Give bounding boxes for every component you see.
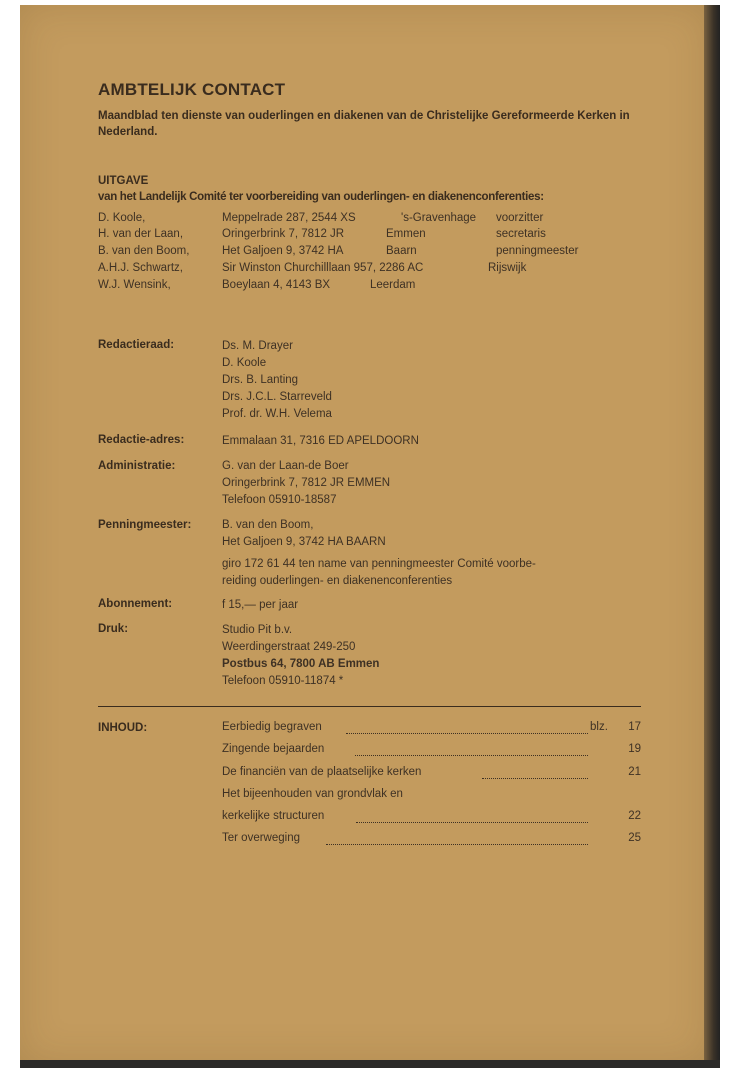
member-city: Emmen [386,228,426,240]
druk-line: Studio Pit b.v. [222,624,293,636]
toc-page-number: 22 [628,810,641,822]
member-name: W.J. Wensink, [98,279,171,291]
member-role: penningmeester [496,245,579,257]
magazine-subtitle: Maandblad ten dienste van ouderlingen en diakenen van de Christelijke Gereformeerde Kerken in Nederland. [98,110,630,138]
giro-line: giro 172 61 44 ten name van penningmeester Comité voorbe- [222,558,536,570]
toc-page-number: 21 [628,766,641,778]
toc-blz-label: blz. [590,721,608,733]
member-city: Rijswijk [488,262,527,274]
redactieraad-list [222,338,332,423]
penningmeester-line: B. van den Boom, [222,519,314,531]
member-address: Meppelrade 287, 2544 XS [222,212,356,224]
member-name: H. van der Laan, [98,228,184,240]
administratie-line: Telefoon 05910-18587 [222,494,337,506]
abonnement-label: Abonnement: [98,598,173,610]
uitgave-heading: UITGAVE [98,175,149,187]
abonnement-value: f 15,— per jaar [222,599,299,611]
page-edge-shadow [704,5,720,1063]
toc-entry-title: Zingende bejaarden [222,743,325,755]
toc-leader-dots [326,844,588,845]
member-city: Baarn [386,245,417,257]
redactie-adres-value: Emmalaan 31, 7316 ED APELDOORN [222,435,419,447]
member-address: Boeylaan 4, 4143 BX [222,279,331,291]
toc-entry-title: De financiën van de plaatselijke kerken [222,766,422,778]
page-bottom-edge [20,1060,720,1068]
toc-page-number: 19 [628,743,641,755]
inhoud-label: INHOUD: [98,722,148,734]
administratie-line: G. van der Laan-de Boer [222,460,349,472]
druk-line: Weerdingerstraat 249-250 [222,641,356,653]
toc-entry-title: kerkelijke structuren [222,810,325,822]
toc-entry-title: Ter overweging [222,832,300,844]
member-role: secretaris [496,228,546,240]
member-name: D. Koole, [98,212,146,224]
druk-postbus: Postbus 64, 7800 AB Emmen [222,658,380,670]
redactieraad-member: Drs. B. Lanting [222,374,299,386]
administratie-block [222,458,390,509]
redactieraad-label: Redactieraad: [98,339,175,351]
toc-leader-dots [355,755,588,756]
member-name: A.H.J. Schwartz, [98,262,183,274]
member-city: 's-Gravenhage [401,212,477,224]
member-role: voorzitter [496,212,544,224]
toc-page-number: 25 [628,832,641,844]
toc-leader-dots [346,733,588,734]
toc-page-number: 17 [628,721,641,733]
magazine-title: AMBTELIJK CONTACT [98,80,286,99]
giro-line: reiding ouderlingen- en diakenenconferenties [222,575,453,587]
toc-leader-dots [356,822,588,823]
redactieraad-member: Ds. M. Drayer [222,340,293,352]
member-name: B. van den Boom, [98,245,190,257]
administratie-label: Administratie: [98,460,176,472]
redactieraad-member: Drs. J.C.L. Starreveld [222,391,332,403]
divider-rule [98,706,641,707]
toc-entry-title: Eerbiedig begraven [222,721,322,733]
administratie-line: Oringerbrink 7, 7812 JR EMMEN [222,477,391,489]
toc-leader-dots [482,778,588,779]
uitgave-subheading: van het Landelijk Comité ter voorbereiding van ouderlingen- en diakenenconferenties: [98,191,544,203]
member-address: Het Galjoen 9, 3742 HA [222,245,344,257]
druk-phone: Telefoon 05910-11874 * [222,675,344,687]
member-address: Oringerbrink 7, 7812 JR [222,228,345,240]
member-address: Sir Winston Churchilllaan 957, 2286 AC [222,262,424,274]
druk-block [222,622,379,690]
redactieraad-member: Prof. dr. W.H. Velema [222,408,332,420]
redactieraad-member: D. Koole [222,357,267,369]
member-city: Leerdam [370,279,416,291]
druk-label: Druk: [98,623,129,635]
penningmeester-block [222,517,536,590]
toc-entry-title: Het bijeenhouden van grondvlak en [222,788,403,800]
penningmeester-line: Het Galjoen 9, 3742 HA BAARN [222,536,386,548]
penningmeester-label: Penningmeester: [98,519,192,531]
redactie-adres-label: Redactie-adres: [98,434,185,446]
